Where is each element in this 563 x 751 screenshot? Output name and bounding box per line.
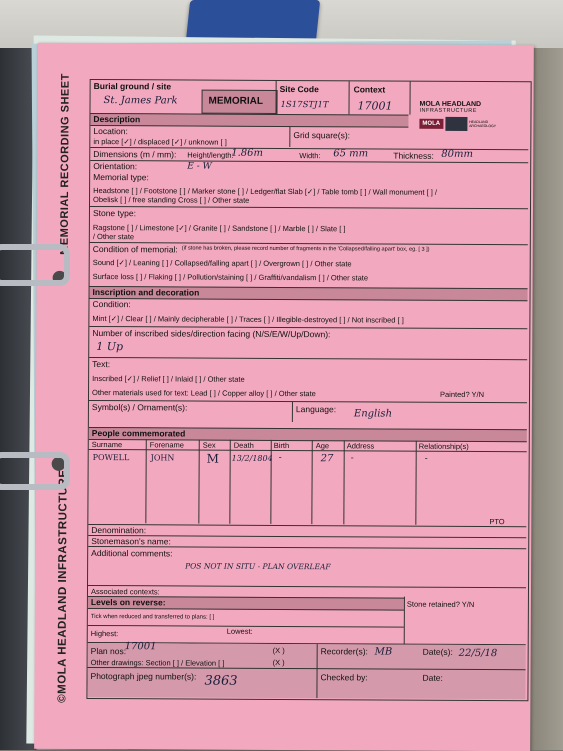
condition-line1: Sound [✓] / Leaning [ ] / Collapsed/falling apart [ ] / Overgrown [ ] / Other state <box>92 257 352 269</box>
language-value: English <box>353 408 393 420</box>
memorial-type-label: Memorial type: <box>93 171 149 183</box>
date-value: 22/5/18 <box>458 647 498 660</box>
col-address: Address <box>346 441 375 451</box>
logo-line1: MOLA HEADLAND <box>419 100 482 109</box>
text-label: Text: <box>92 358 111 370</box>
cell-relationship: - <box>424 453 428 464</box>
cell-age: 27 <box>320 453 334 465</box>
col-birth: Birth <box>273 440 290 451</box>
logo-line2: INFRASTRUCTURE <box>419 107 477 115</box>
denomination-label: Denomination: <box>91 524 147 536</box>
col-forename: Forename <box>149 440 184 450</box>
side-title-bottom: ©MOLA HEADLAND INFRASTRUCTURE <box>56 469 70 703</box>
inscription-condition-line: Mint [✓] / Clear [ ] / Mainly decipherable [ ] / Traces [ ] / Illegible-destroyed [ ] / Not inscribed [ ] <box>92 313 404 325</box>
cell-birth: - <box>278 452 282 463</box>
grid-square-label: Grid square(s): <box>293 130 351 141</box>
pto-label: PTO <box>489 517 505 527</box>
binder-ring <box>0 244 70 286</box>
burial-ground-label: Burial ground / site <box>93 80 172 92</box>
orientation-label: Orientation: <box>93 160 138 172</box>
width-label: Width: <box>299 151 321 161</box>
binder-ring <box>0 452 70 490</box>
condition-label: Condition of memorial: <box>92 243 178 255</box>
thickness-value: 80mm <box>441 148 474 160</box>
site-code-label: Site Code <box>279 83 319 95</box>
inscription-condition-label: Condition: <box>92 298 131 310</box>
photograph-label: Photograph jpeg number(s): <box>90 670 197 682</box>
drawings-x-mark: (X ) <box>272 657 285 668</box>
col-surname: Surname <box>91 439 123 450</box>
stone-retained-label: Stone retained? Y/N <box>406 599 475 609</box>
thickness-label: Thickness: <box>393 150 434 161</box>
mola-logo <box>419 100 497 131</box>
plan-nos-value: 17001 <box>124 641 157 653</box>
lowest-label: Lowest: <box>226 626 253 636</box>
memorial-recording-sheet <box>34 43 534 751</box>
stonemason-label: Stonemason's name: <box>91 535 171 547</box>
date2-label: Date: <box>422 672 443 683</box>
levels-note: Tick when reduced and transferred to plans: [ ] <box>90 613 215 621</box>
dimensions-label: Dimensions (m / mm): <box>93 148 177 160</box>
condition-note: (if stone has broken, please record number of fragments in the 'Collapsed/falling apart' box, eg. [ 3 ]) <box>181 245 430 253</box>
associated-contexts-label: Associated contexts: <box>90 586 160 597</box>
height-value: 1.86m <box>231 147 264 159</box>
col-relationship: Relationship(s) <box>418 441 469 451</box>
logo-emblem-icon <box>445 117 467 131</box>
stone-type-label: Stone type: <box>92 207 137 219</box>
burial-ground-value: St. James Park <box>103 95 178 107</box>
recorder-label: Recorder(s): <box>320 646 368 657</box>
cell-surname: POWELL <box>92 452 130 463</box>
divider <box>289 126 290 147</box>
people-table-header <box>89 439 527 452</box>
additional-comments-value: POS NOT IN SITU - PLAN OVERLEAF <box>185 561 331 572</box>
photograph-value: 3863 <box>204 673 238 689</box>
checked-by-label: Checked by: <box>320 672 368 683</box>
stone-type-line1: Ragstone [ ] / Limestone [✓] / Granite [ ] / Sandstone [ ] / Marble [ ] / Slate [ ] <box>92 222 346 234</box>
divider <box>409 82 410 115</box>
orientation-value: E - W <box>187 161 212 172</box>
divider <box>348 81 349 114</box>
cell-death: 13/2/1804 <box>231 453 273 463</box>
divider <box>292 402 293 422</box>
divider <box>275 81 276 114</box>
painted-label: Painted? Y/N <box>439 389 485 400</box>
materials-line: Other materials used for text: Lead [ ] / Copper alloy [ ] / Other state <box>91 387 316 399</box>
symbols-label: Symbol(s) / Ornament(s): <box>91 401 188 413</box>
other-drawings-label: Other drawings: Section [ ] / Elevation [ ] <box>90 657 225 668</box>
recorder-value: MB <box>374 646 393 658</box>
highest-label: Highest: <box>90 628 119 639</box>
context-label: Context <box>353 84 386 95</box>
date-label: Date(s): <box>422 646 453 657</box>
col-sex: Sex <box>202 440 216 450</box>
logo-mark2: HEADLAND ARCHAEOLOGY <box>469 119 497 129</box>
memorial-label: MEMORIAL <box>208 95 264 107</box>
inscribed-sides-value: 1 Up <box>96 340 124 354</box>
blue-clip <box>186 0 320 42</box>
context-value: 17001 <box>357 99 393 113</box>
cell-sex: M <box>206 451 220 466</box>
table-row <box>89 451 527 467</box>
people-section-label: People commemorated <box>91 427 186 439</box>
site-code-value: 1S17STJ1T <box>280 99 329 111</box>
plan-nos-label: Plan nos: <box>90 645 127 657</box>
plan-x-mark: (X ) <box>272 645 285 656</box>
inscribed-sides-label: Number of inscribed sides/direction facing (N/S/E/W/Up/Down): <box>92 327 331 340</box>
stone-type-line2: / Other state <box>92 231 135 242</box>
side-title-top: MEMORIAL RECORDING SHEET <box>58 73 72 255</box>
cell-address: - <box>350 453 354 464</box>
logo-mark <box>419 117 497 131</box>
condition-line2: Surface loss [ ] / Flaking [ ] / Pollution/staining [ ] / Graffiti/vandalism [ ] / Other state <box>92 271 369 283</box>
inscription-section-label: Inscription and decoration <box>92 286 200 298</box>
memorial-type-line2: Obelisk [ ] / free standing Cross [ ] / Other state <box>93 194 250 205</box>
logo-mark-text: MOLA <box>419 119 443 129</box>
text-line: Inscribed [✓] / Relief [ ] / Inlaid [ ] / Other state <box>92 373 245 384</box>
width-value: 65 mm <box>333 148 369 160</box>
height-label: Height/length: <box>187 150 234 160</box>
levels-label: Levels on reverse: <box>90 596 166 608</box>
additional-comments-label: Additional comments: <box>91 547 173 559</box>
location-label: Location: <box>93 125 128 137</box>
col-death: Death <box>233 440 254 450</box>
description-section-label: Description <box>93 113 141 125</box>
location-options: in place [✓] / displaced [✓] / unknown [ ] <box>93 136 227 147</box>
cell-forename: JOHN <box>150 453 175 463</box>
memorial-type-line1: Headstone [ ] / Footstone [ ] / Marker stone [ ] / Ledger/flat Slab [✓] / Table tomb [ ] / Wall monument [ ] / <box>93 185 438 197</box>
language-label: Language: <box>295 404 337 415</box>
col-age: Age <box>315 441 330 451</box>
